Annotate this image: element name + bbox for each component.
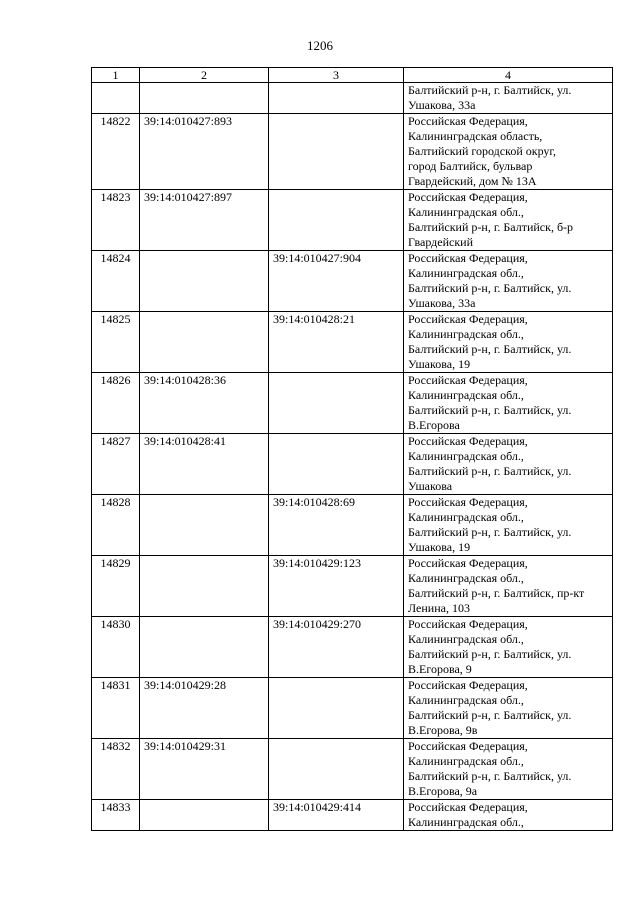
address-line: Российская Федерация, xyxy=(408,617,528,631)
row-number: 14822 xyxy=(92,114,140,190)
address-line: Калининградская обл., xyxy=(408,632,524,646)
address-line: Российская Федерация, xyxy=(408,114,528,128)
cadastral-number-col2 xyxy=(140,83,269,114)
page-number: 1206 xyxy=(307,38,333,53)
cadastral-number-col3 xyxy=(269,678,404,739)
row-number: 14825 xyxy=(92,312,140,373)
table-row xyxy=(92,617,613,678)
table-row xyxy=(92,739,613,800)
table-row xyxy=(92,678,613,739)
registry-table xyxy=(91,67,613,831)
address-cell xyxy=(404,114,613,190)
address-cell xyxy=(404,190,613,251)
address-line: Российская Федерация, xyxy=(408,434,528,448)
cadastral-number-col2 xyxy=(140,495,269,556)
address-line: Балтийский р-н, г. Балтийск, ул. xyxy=(408,464,572,478)
row-number: 14833 xyxy=(92,800,140,831)
address-line: Балтийский р-н, г. Балтийск, ул. xyxy=(408,281,572,295)
cadastral-number-col3 xyxy=(269,83,404,114)
address-line: Калининградская обл., xyxy=(408,327,524,341)
address-line: В.Егорова, 9 xyxy=(408,662,472,676)
address-line: Ленина, 103 xyxy=(408,601,470,615)
header-col-3: 3 xyxy=(269,68,404,83)
address-cell xyxy=(404,83,613,114)
address-line: Калининградская обл., xyxy=(408,815,524,829)
address-line: Калининградская обл., xyxy=(408,510,524,524)
table-row xyxy=(92,373,613,434)
header-col-1: 1 xyxy=(92,68,140,83)
table-row xyxy=(92,190,613,251)
row-number: 14828 xyxy=(92,495,140,556)
address-line: Гвардейский xyxy=(408,235,474,249)
address-line: Калининградская обл., xyxy=(408,388,524,402)
header-col-4: 4 xyxy=(404,68,613,83)
cadastral-number-col2 xyxy=(140,800,269,831)
cadastral-number-col3 xyxy=(269,190,404,251)
address-cell xyxy=(404,800,613,831)
address-line: Балтийский р-н, г. Балтийск, ул. xyxy=(408,708,572,722)
address-line: Балтийский городской округ, xyxy=(408,144,556,158)
address-line: Балтийский р-н, г. Балтийск, ул. xyxy=(408,525,572,539)
address-line: Калининградская обл., xyxy=(408,205,524,219)
table-row xyxy=(92,434,613,495)
cadastral-number-col2 xyxy=(140,617,269,678)
table-row xyxy=(92,800,613,831)
address-line: Калининградская обл., xyxy=(408,449,524,463)
table-row xyxy=(92,83,613,114)
cadastral-number-col3: 39:14:010429:123 xyxy=(269,556,404,617)
address-line: Калининградская область, xyxy=(408,129,543,143)
table-row xyxy=(92,556,613,617)
address-line: Российская Федерация, xyxy=(408,556,528,570)
table-row xyxy=(92,495,613,556)
row-number: 14827 xyxy=(92,434,140,495)
address-line: Балтийский р-н, г. Балтийск, ул. xyxy=(408,83,572,97)
address-line: Российская Федерация, xyxy=(408,678,528,692)
row-number: 14830 xyxy=(92,617,140,678)
cadastral-number-col3: 39:14:010429:270 xyxy=(269,617,404,678)
address-cell xyxy=(404,495,613,556)
address-line: Ушакова, 33а xyxy=(408,98,476,112)
address-line: Балтийский р-н, г. Балтийск, ул. xyxy=(408,403,572,417)
address-cell xyxy=(404,434,613,495)
address-line: Калининградская обл., xyxy=(408,693,524,707)
cadastral-number-col2: 39:14:010429:28 xyxy=(140,678,269,739)
address-line: город Балтийск, бульвар xyxy=(408,159,533,173)
address-line: В.Егорова, 9а xyxy=(408,784,478,798)
address-line: Ушакова, 19 xyxy=(408,540,471,554)
table-row xyxy=(92,251,613,312)
cadastral-number-col3: 39:14:010428:21 xyxy=(269,312,404,373)
address-line: Российская Федерация, xyxy=(408,495,528,509)
row-number: 14826 xyxy=(92,373,140,434)
header-row xyxy=(92,68,613,83)
address-line: Калининградская обл., xyxy=(408,266,524,280)
cadastral-number-col2: 39:14:010428:36 xyxy=(140,373,269,434)
address-line: Российская Федерация, xyxy=(408,739,528,753)
cadastral-number-col3 xyxy=(269,739,404,800)
cadastral-number-col3: 39:14:010429:414 xyxy=(269,800,404,831)
row-number: 14829 xyxy=(92,556,140,617)
cadastral-number-col3 xyxy=(269,373,404,434)
cadastral-number-col2: 39:14:010427:893 xyxy=(140,114,269,190)
cadastral-number-col2: 39:14:010428:41 xyxy=(140,434,269,495)
address-line: Балтийский р-н, г. Балтийск, б-р xyxy=(408,220,574,234)
address-cell xyxy=(404,617,613,678)
row-number xyxy=(92,83,140,114)
cadastral-number-col3: 39:14:010427:904 xyxy=(269,251,404,312)
row-number: 14832 xyxy=(92,739,140,800)
address-line: Ушакова, 19 xyxy=(408,357,471,371)
cadastral-number-col2 xyxy=(140,312,269,373)
address-line: Российская Федерация, xyxy=(408,190,528,204)
cadastral-number-col2 xyxy=(140,251,269,312)
address-line: Балтийский р-н, г. Балтийск, пр-кт xyxy=(408,586,585,600)
address-cell xyxy=(404,312,613,373)
address-cell xyxy=(404,251,613,312)
table-body xyxy=(92,83,613,831)
address-line: Российская Федерация, xyxy=(408,800,528,814)
row-number: 14823 xyxy=(92,190,140,251)
address-line: Ушакова, 33а xyxy=(408,296,476,310)
cadastral-number-col3 xyxy=(269,114,404,190)
address-cell xyxy=(404,556,613,617)
address-line: Калининградская обл., xyxy=(408,754,524,768)
address-line: Ушакова xyxy=(408,479,453,493)
row-number: 14831 xyxy=(92,678,140,739)
table-header xyxy=(92,68,613,83)
address-line: В.Егорова, 9в xyxy=(408,723,478,737)
address-cell xyxy=(404,739,613,800)
address-line: Балтийский р-н, г. Балтийск, ул. xyxy=(408,647,572,661)
table-row xyxy=(92,312,613,373)
address-line: Российская Федерация, xyxy=(408,312,528,326)
address-line: Балтийский р-н, г. Балтийск, ул. xyxy=(408,769,572,783)
cadastral-number-col2: 39:14:010427:897 xyxy=(140,190,269,251)
address-line: Российская Федерация, xyxy=(408,251,528,265)
address-line: Калининградская обл., xyxy=(408,571,524,585)
address-cell xyxy=(404,373,613,434)
address-line: В.Егорова xyxy=(408,418,460,432)
address-cell xyxy=(404,678,613,739)
address-line: Российская Федерация, xyxy=(408,373,528,387)
row-number: 14824 xyxy=(92,251,140,312)
cadastral-number-col2: 39:14:010429:31 xyxy=(140,739,269,800)
cadastral-number-col3 xyxy=(269,434,404,495)
cadastral-number-col3: 39:14:010428:69 xyxy=(269,495,404,556)
address-line: Гвардейский, дом № 13А xyxy=(408,174,537,188)
table-row xyxy=(92,114,613,190)
address-line: Балтийский р-н, г. Балтийск, ул. xyxy=(408,342,572,356)
cadastral-number-col2 xyxy=(140,556,269,617)
header-col-2: 2 xyxy=(140,68,269,83)
